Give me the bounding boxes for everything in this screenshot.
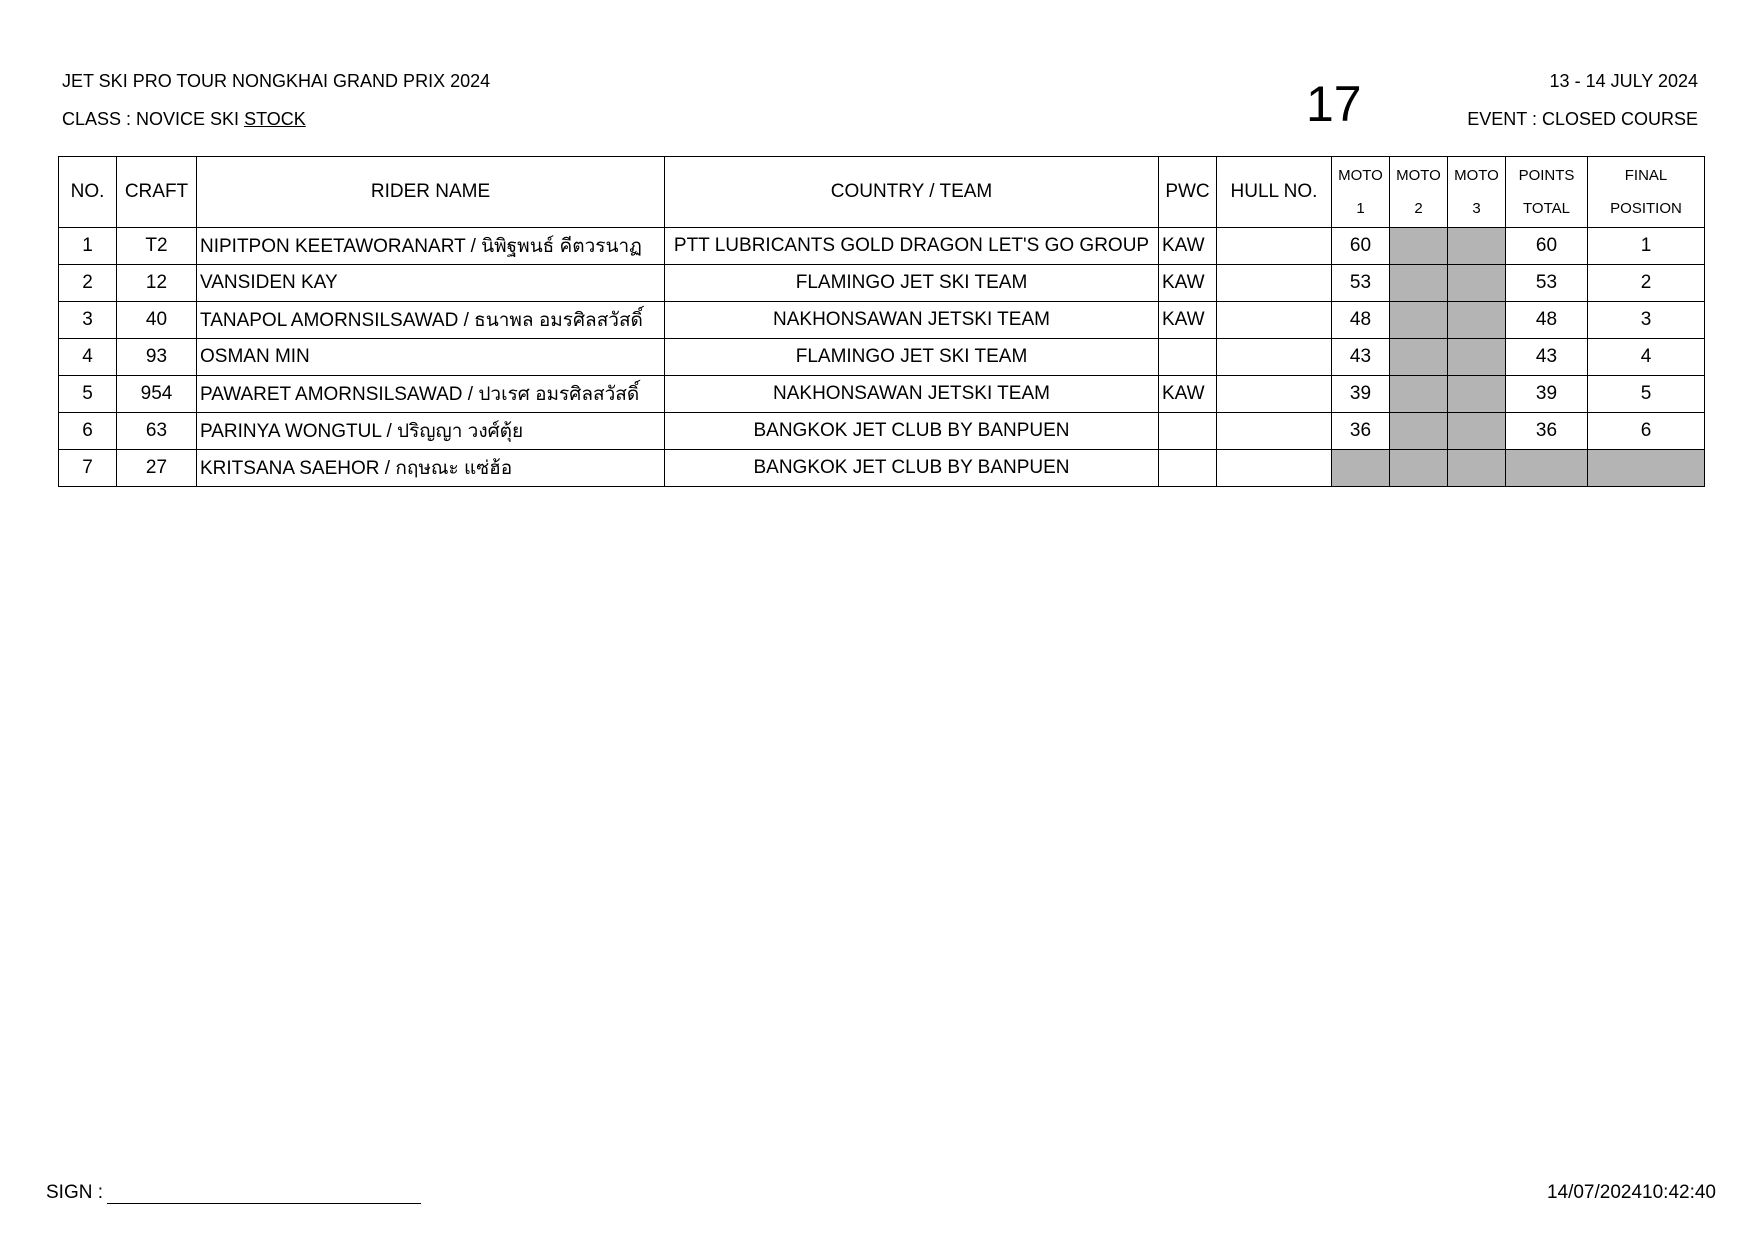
header-no: NO. [59,157,117,228]
cell-pwc [1159,450,1217,487]
cell-points: 39 [1506,376,1588,413]
header-moto1-line1: MOTO [1338,167,1383,184]
header-pwc: PWC [1159,157,1217,228]
table-header-row [59,157,1705,228]
table-row [59,302,1705,339]
cell-final: 1 [1588,228,1705,265]
cell-no: 4 [59,339,117,376]
event-type: EVENT : CLOSED COURSE [1467,109,1698,129]
cell-moto2 [1390,302,1448,339]
sign-line [46,1182,421,1204]
header-moto2-line2: 2 [1414,200,1423,217]
cell-rider: TANAPOL AMORNSILSAWAD / ธนาพล อมรศิลสวัสดิ์ [197,302,665,339]
cell-moto3 [1448,302,1506,339]
cell-hull [1217,339,1332,376]
cell-hull [1217,228,1332,265]
cell-moto3 [1448,265,1506,302]
header-points-line1: POINTS [1518,167,1575,184]
cell-hull [1217,302,1332,339]
cell-moto3 [1448,376,1506,413]
cell-no: 2 [59,265,117,302]
cell-hull [1217,265,1332,302]
cell-moto1 [1332,450,1390,487]
header-moto3 [1448,157,1506,228]
header-team: COUNTRY / TEAM [665,157,1159,228]
header-moto1 [1332,157,1390,228]
print-timestamp: 14/07/202410:42:40 [1546,1182,1716,1203]
header-final-line1: FINAL [1624,167,1668,184]
cell-moto2 [1390,339,1448,376]
cell-points: 60 [1506,228,1588,265]
cell-no: 3 [59,302,117,339]
cell-moto2 [1390,228,1448,265]
heat-number: 17 [1306,76,1362,132]
cell-moto3 [1448,339,1506,376]
cell-rider: OSMAN MIN [197,339,665,376]
cell-final: 2 [1588,265,1705,302]
cell-points: 36 [1506,413,1588,450]
header-craft: CRAFT [117,157,197,228]
header-rider: RIDER NAME [197,157,665,228]
cell-team: FLAMINGO JET SKI TEAM [665,339,1159,376]
cell-points: 48 [1506,302,1588,339]
cell-final: 5 [1588,376,1705,413]
cell-craft: T2 [117,228,197,265]
header-moto1-line2: 1 [1356,200,1365,217]
cell-rider: NIPITPON KEETAWORANART / นิพิฐพนธ์ คีตวรนาฏ [197,228,665,265]
cell-rider: PAWARET AMORNSILSAWAD / ปวเรศ อมรศิลสวัสดิ์ [197,376,665,413]
cell-moto3 [1448,228,1506,265]
event-title: JET SKI PRO TOUR NONGKHAI GRAND PRIX 2024 [62,71,491,91]
cell-pwc: KAW [1159,228,1217,265]
results-table [58,156,1705,487]
cell-moto2 [1390,450,1448,487]
cell-moto1: 48 [1332,302,1390,339]
header-moto2-line1: MOTO [1396,167,1441,184]
cell-no: 7 [59,450,117,487]
signature-blank [107,1183,421,1204]
cell-moto1: 53 [1332,265,1390,302]
cell-craft: 63 [117,413,197,450]
cell-pwc [1159,339,1217,376]
cell-final: 3 [1588,302,1705,339]
cell-hull [1217,450,1332,487]
header-points [1506,157,1588,228]
table-row [59,228,1705,265]
cell-moto3 [1448,450,1506,487]
cell-final: 4 [1588,339,1705,376]
cell-rider: PARINYA WONGTUL / ปริญญา วงศ์ตุ้ย [197,413,665,450]
cell-no: 6 [59,413,117,450]
cell-moto2 [1390,413,1448,450]
cell-moto1: 43 [1332,339,1390,376]
header-moto3-line2: 3 [1472,200,1481,217]
table-row [59,450,1705,487]
cell-pwc: KAW [1159,376,1217,413]
table-row [59,339,1705,376]
cell-no: 1 [59,228,117,265]
table-row [59,376,1705,413]
cell-hull [1217,376,1332,413]
cell-points: 53 [1506,265,1588,302]
table-row [59,413,1705,450]
cell-craft: 93 [117,339,197,376]
cell-rider: VANSIDEN KAY [197,265,665,302]
cell-team: NAKHONSAWAN JETSKI TEAM [665,302,1159,339]
cell-rider: KRITSANA SAEHOR / กฤษณะ แซ่ฮ้อ [197,450,665,487]
cell-pwc: KAW [1159,302,1217,339]
header-moto2 [1390,157,1448,228]
cell-moto2 [1390,265,1448,302]
cell-moto1: 36 [1332,413,1390,450]
cell-no: 5 [59,376,117,413]
cell-team: FLAMINGO JET SKI TEAM [665,265,1159,302]
sign-label: SIGN : [46,1182,104,1203]
cell-final [1588,450,1705,487]
header-final [1588,157,1705,228]
cell-team: BANGKOK JET CLUB BY BANPUEN [665,413,1159,450]
class-line [62,109,306,130]
cell-points [1506,450,1588,487]
header-moto3-line1: MOTO [1454,167,1499,184]
cell-pwc [1159,413,1217,450]
cell-moto1: 60 [1332,228,1390,265]
header-hull: HULL NO. [1217,157,1332,228]
header-points-line2: TOTAL [1523,200,1570,217]
results-body [59,228,1705,487]
cell-craft: 954 [117,376,197,413]
cell-final: 6 [1588,413,1705,450]
cell-moto2 [1390,376,1448,413]
cell-team: BANGKOK JET CLUB BY BANPUEN [665,450,1159,487]
event-date: 13 - 14 JULY 2024 [1549,71,1698,91]
cell-team: PTT LUBRICANTS GOLD DRAGON LET'S GO GROUP [665,228,1159,265]
cell-craft: 12 [117,265,197,302]
cell-moto1: 39 [1332,376,1390,413]
header-final-line2: POSITION [1610,200,1682,217]
cell-moto3 [1448,413,1506,450]
cell-points: 43 [1506,339,1588,376]
cell-craft: 40 [117,302,197,339]
cell-pwc: KAW [1159,265,1217,302]
cell-team: NAKHONSAWAN JETSKI TEAM [665,376,1159,413]
cell-craft: 27 [117,450,197,487]
class-prefix: CLASS : NOVICE SKI [62,109,245,129]
table-row [59,265,1705,302]
class-suffix: STOCK [244,109,306,129]
cell-hull [1217,413,1332,450]
